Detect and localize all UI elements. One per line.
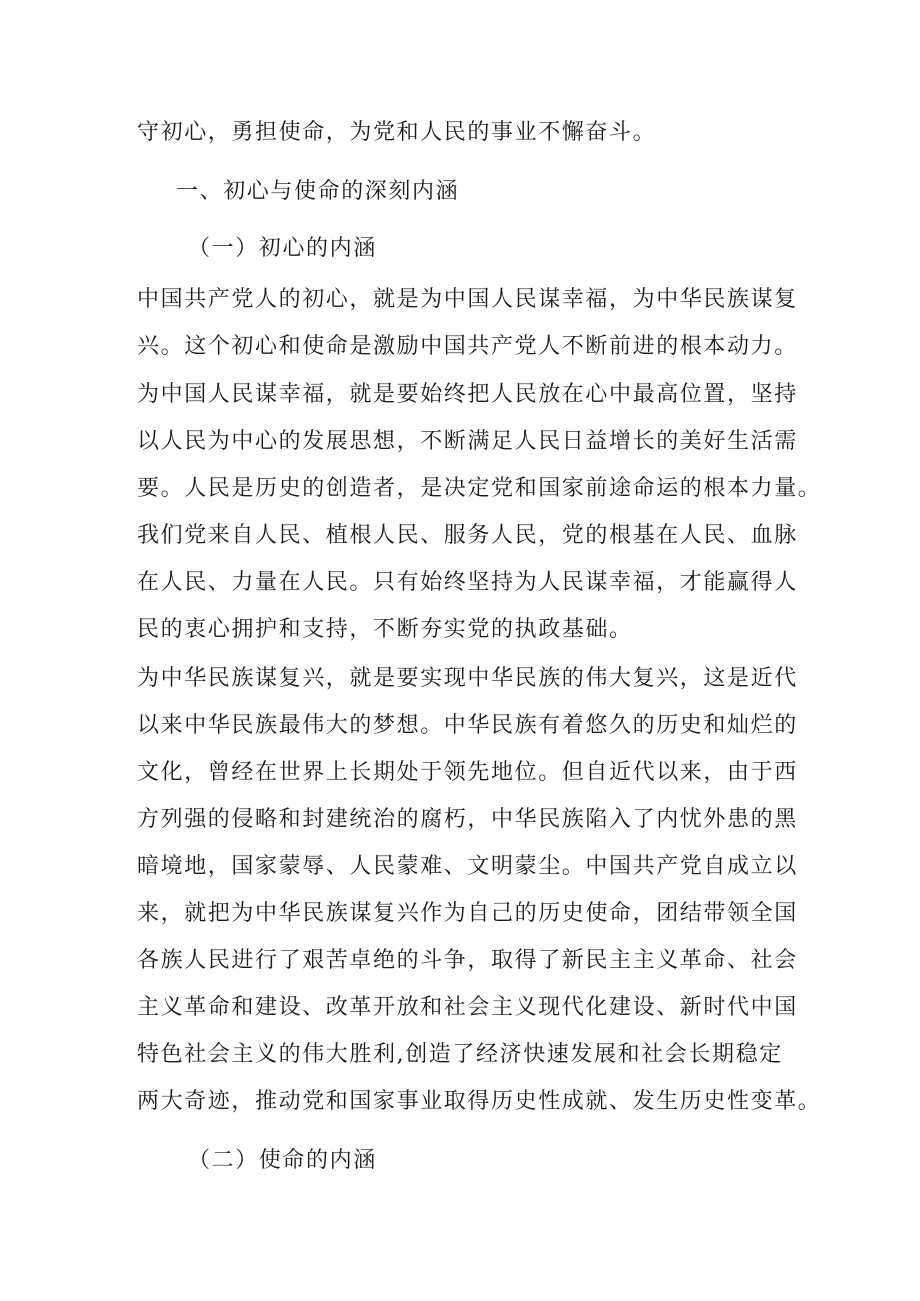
- paragraph-line: 各族人民进行了艰苦卓绝的斗争，取得了新民主主义革命、社会: [137, 948, 798, 973]
- paragraph-line: 民的衷心拥护和支持，不断夯实党的执政基础。: [137, 617, 633, 642]
- subsection-title: （二）使命的内涵: [188, 1148, 377, 1173]
- paragraph-line: 为中华民族谋复兴，就是要实现中华民族的伟大复兴，这是近代: [137, 666, 798, 691]
- paragraph-line: 来，就把为中华民族谋复兴作为自己的历史使命，团结带领全国: [137, 901, 798, 926]
- paragraph-line: 在人民、力量在人民。只有始终坚持为人民谋幸福，才能赢得人: [137, 570, 798, 595]
- paragraph-line: 以人民为中心的发展思想，不断满足人民日益增长的美好生活需: [137, 429, 798, 454]
- paragraph-line: 特色社会主义的伟大胜利,创造了经济快速发展和社会长期稳定: [137, 1042, 783, 1067]
- subsection-title: （一）初心的内涵: [188, 236, 377, 261]
- paragraph-line: 要。人民是历史的创造者，是决定党和国家前途命运的根本力量。: [137, 476, 822, 501]
- paragraph-line: 我们党来自人民、植根人民、服务人民，党的根基在人民、血脉: [137, 523, 798, 548]
- paragraph-line: 暗境地，国家蒙辱、人民蒙难、文明蒙尘。中国共产党自成立以: [137, 854, 798, 879]
- paragraph-line: 主义革命和建设、改革开放和社会主义现代化建设、新时代中国: [137, 995, 798, 1020]
- section-title: 一、初心与使命的深刻内涵: [176, 179, 460, 204]
- intro-line: 守初心，勇担使命，为党和人民的事业不懈奋斗。: [137, 120, 657, 145]
- paragraph-line: 中国共产党人的初心，就是为中国人民谋幸福，为中华民族谋复: [137, 287, 798, 312]
- paragraph-line: 两大奇迹，推动党和国家事业取得历史性成就、发生历史性变革。: [137, 1089, 822, 1114]
- paragraph-line: 文化，曾经在世界上长期处于领先地位。但自近代以来，由于西: [137, 760, 798, 785]
- paragraph-line: 为中国人民谋幸福，就是要始终把人民放在心中最高位置，坚持: [137, 382, 798, 407]
- paragraph-line: 兴。这个初心和使命是激励中国共产党人不断前进的根本动力。: [137, 334, 798, 359]
- paragraph-line: 以来中华民族最伟大的梦想。中华民族有着悠久的历史和灿烂的: [137, 713, 798, 738]
- paragraph-line: 方列强的侵略和封建统治的腐朽，中华民族陷入了内忧外患的黑: [137, 807, 798, 832]
